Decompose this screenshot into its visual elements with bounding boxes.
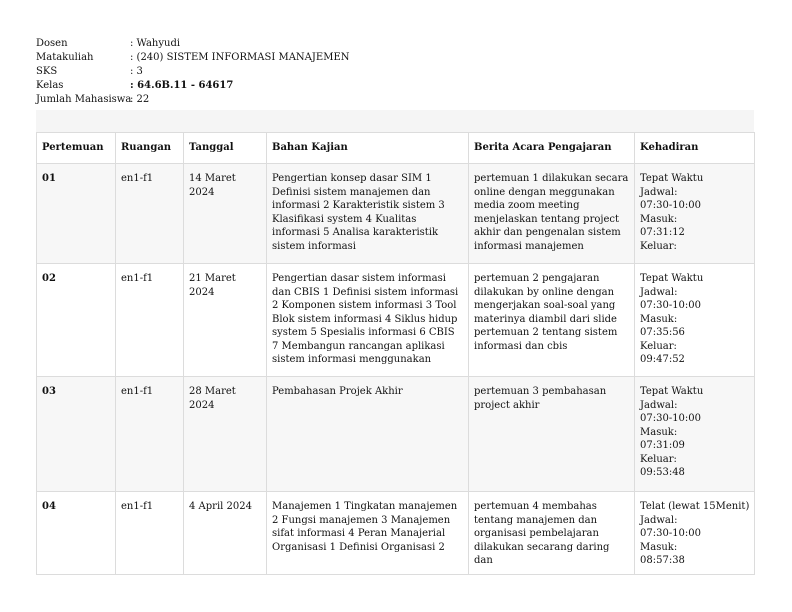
cell-ruangan: en1-f1	[116, 264, 184, 377]
header-tanggal: Tanggal	[184, 133, 267, 164]
kehadiran-masuk-label: Masuk:	[640, 541, 678, 553]
cell-kehadiran	[635, 164, 755, 264]
table-header-row	[37, 133, 755, 164]
header-bahan-kajian: Bahan Kajian	[267, 133, 469, 164]
kehadiran-masuk: 07:35:56	[640, 327, 685, 338]
kehadiran-status: Tepat Waktu	[640, 386, 704, 397]
info-label: SKS	[36, 66, 58, 77]
cell-bahan-kajian: Manajemen 1 Tingkatan manajemen 2 Fungsi manajemen 3 Manajemen sifat informasi 4 Peran Manajerial Organisasi 1 Definisi Organisasi 2	[267, 492, 469, 575]
info-label: Dosen	[36, 38, 68, 49]
table-row	[37, 377, 755, 492]
info-value: : Wahyudi	[130, 38, 181, 49]
cell-pertemuan: 03	[37, 377, 116, 492]
kehadiran-status: Telat (lewat 15Menit)	[640, 501, 750, 512]
kehadiran-masuk: 08:57:38	[640, 555, 685, 566]
info-label: Kelas	[36, 80, 64, 91]
kehadiran-status: Tepat Waktu	[640, 173, 704, 184]
cell-bahan-kajian: Pengertian dasar sistem informasi dan CBIS 1 Definisi sistem informasi 2 Komponen sistem informasi 3 Tool Blok sistem informasi 4 Siklus hidup system 5 Spesialis informasi 6 CBIS 7 Membangun rancangan aplikasi sistem informasi menggunakan	[267, 264, 469, 377]
kehadiran-masuk: 07:31:09	[640, 440, 685, 451]
info-dosen	[36, 37, 350, 51]
table-row	[37, 264, 755, 377]
info-label: Jumlah Mahasiswa	[36, 94, 132, 105]
kehadiran-jadwal: 07:30-10:00	[640, 413, 702, 424]
header-kehadiran: Kehadiran	[635, 133, 755, 164]
header-pertemuan: Pertemuan	[37, 133, 116, 164]
kehadiran-masuk-label: Masuk:	[640, 313, 678, 325]
kehadiran-masuk-label: Masuk:	[640, 213, 678, 225]
header-band	[36, 110, 754, 132]
info-kelas	[36, 79, 350, 93]
kehadiran-jadwal-label: Jadwal:	[640, 186, 678, 198]
cell-tanggal: 4 April 2024	[184, 492, 267, 575]
kehadiran-masuk: 07:31:12	[640, 227, 685, 238]
kehadiran-jadwal-label: Jadwal:	[640, 399, 678, 411]
info-value: : 22	[130, 94, 150, 105]
kehadiran-jadwal-label: Jadwal:	[640, 514, 678, 526]
info-value: : 3	[130, 66, 143, 77]
kehadiran-keluar: 09:47:52	[640, 354, 685, 365]
cell-berita-acara: pertemuan 3 pembahasan project akhir	[469, 377, 635, 492]
cell-ruangan: en1-f1	[116, 377, 184, 492]
table-row	[37, 492, 755, 575]
kehadiran-jadwal: 07:30-10:00	[640, 200, 702, 211]
kehadiran-status: Tepat Waktu	[640, 273, 704, 284]
cell-tanggal: 28 Maret 2024	[184, 377, 267, 492]
cell-berita-acara: pertemuan 2 pengajaran dilakukan by online dengan mengerjakan soal-soal yang materinya diambil dari slide pertemuan 2 tentang sistem informasi dan cbis	[469, 264, 635, 377]
cell-pertemuan: 04	[37, 492, 116, 575]
attendance-table	[36, 132, 755, 575]
cell-berita-acara: pertemuan 1 dilakukan secara online dengan meggunakan media zoom meeting menjelaskan tentang project akhir dan pengenalan sistem informasi manajemen	[469, 164, 635, 264]
header-berita-acara: Berita Acara Pengajaran	[469, 133, 635, 164]
cell-tanggal: 14 Maret 2024	[184, 164, 267, 264]
info-value: : (240) SISTEM INFORMASI MANAJEMEN	[130, 52, 350, 63]
info-matakuliah	[36, 51, 350, 65]
cell-pertemuan: 01	[37, 164, 116, 264]
kehadiran-jadwal: 07:30-10:00	[640, 300, 702, 311]
cell-bahan-kajian: Pengertian konsep dasar SIM 1 Definisi sistem manajemen dan informasi 2 Karakteristik sistem 3 Klasifikasi system 4 Kualitas informasi 5 Analisa karakteristik sistem informasi	[267, 164, 469, 264]
cell-bahan-kajian: Pembahasan Projek Akhir	[267, 377, 469, 492]
cell-pertemuan: 02	[37, 264, 116, 377]
kehadiran-masuk-label: Masuk:	[640, 426, 678, 438]
info-value: : 64.6B.11 - 64617	[130, 80, 234, 91]
cell-kehadiran	[635, 377, 755, 492]
cell-tanggal: 21 Maret 2024	[184, 264, 267, 377]
info-label: Matakuliah	[36, 52, 94, 63]
kehadiran-keluar: 09:53:48	[640, 467, 685, 478]
cell-ruangan: en1-f1	[116, 164, 184, 264]
kehadiran-keluar-label: Keluar:	[640, 340, 677, 352]
cell-kehadiran	[635, 492, 755, 575]
table-row	[37, 164, 755, 264]
kehadiran-jadwal-label: Jadwal:	[640, 286, 678, 298]
info-sks	[36, 65, 350, 79]
cell-ruangan: en1-f1	[116, 492, 184, 575]
kehadiran-keluar-label: Keluar:	[640, 453, 677, 465]
header-ruangan: Ruangan	[116, 133, 184, 164]
cell-kehadiran	[635, 264, 755, 377]
course-info	[36, 37, 350, 107]
info-jumlah-mahasiswa	[36, 93, 350, 107]
cell-berita-acara: pertemuan 4 membahas tentang manajemen dan organisasi pembelajaran dilakukan secarang daring dan	[469, 492, 635, 575]
kehadiran-jadwal: 07:30-10:00	[640, 528, 702, 539]
kehadiran-keluar-label: Keluar:	[640, 240, 677, 252]
